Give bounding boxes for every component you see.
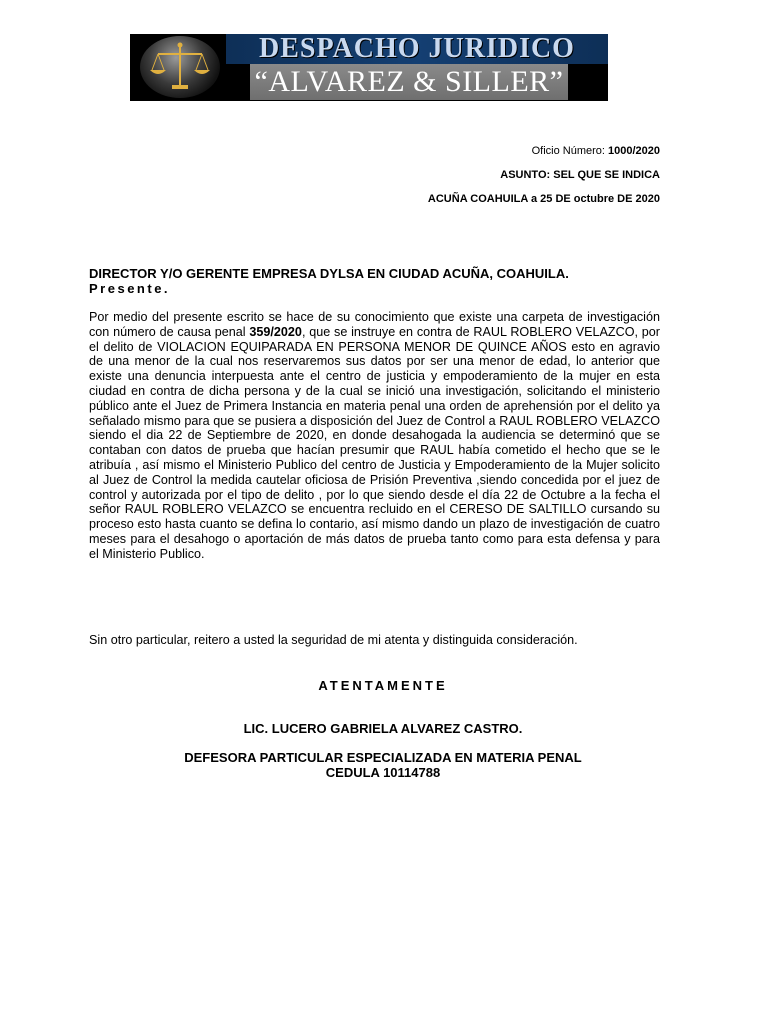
letterhead-firm-name: “ALVAREZ & SILLER”	[250, 64, 568, 100]
case-number: 359/2020	[249, 324, 302, 339]
place-date-line: ACUÑA COAHUILA a 25 DE octubre DE 2020	[427, 193, 660, 205]
closing-paragraph: Sin otro particular, reitero a usted la seguridad de mi atenta y distinguida consideración.	[89, 633, 578, 647]
addressee-line: DIRECTOR Y/O GERENTE EMPRESA DYLSA EN CIUDAD ACUÑA, COAHUILA.	[89, 266, 569, 281]
body-paragraph	[89, 310, 660, 562]
presente-line: Presente.	[89, 281, 171, 296]
oficio-number-line	[532, 145, 660, 157]
body-part-2: , que se instruye en contra de RAUL ROBLERO VELAZCO, por el delito de VIOLACION EQUIPARADA EN PERSONA MENOR DE QUINCE AÑOS esto en agravio de una menor de la cual nos reservaremos sus datos por ser una menor de edad, lo anterior que existe una denuncia interpuesta ante el centro de justicia y empoderamiento de la mujer en esta ciudad en contra de dicha persona y de la cual se inició una investigación, solicitando el ministerio público ante el Juez de Primera Instancia en materia penal una orden de aprehensión por el delito ya señalado mismo para que se pusiera a disposición del Juez de Control a RAUL ROBLERO VELAZCO siendo el dia 22 de Septiembre de 2020, en donde desahogada la audiencia se determinó que se contaban con datos de prueba que hacían presumir que RAUL había cometido el hecho que se le atribuía , así mismo el Ministerio Publico del centro de Justicia y Empoderamiento de la Mujer solicito al Juez de Control la medida cautelar oficiosa de Prisión Preventiva ,siendo concedida por el juez de control y autorizada por el tipo de delito , por lo que siendo desde el día 22 de Octubre a la fecha el señor RAUL ROBLERO VELAZCO se encuentra recluido en el CERESO DE SALTILLO cursando su proceso esto hasta cuanto se defina lo contario, así mismo dando un plazo de investigación de cuatro meses para el desahogo o aportación de más datos de prueba tanto como para esta defensa y para el Ministerio Publico.	[89, 324, 660, 561]
letterhead-title: DESPACHO JURIDICO	[226, 34, 608, 64]
body-part-1: Por medio del presente escrito se hace de su conocimiento que existe una carpeta de investigación con número de causa penal	[89, 310, 660, 339]
oficio-number: 1000/2020	[608, 145, 660, 157]
signer-name: LIC. LUCERO GABRIELA ALVAREZ CASTRO.	[243, 721, 523, 736]
signer-cedula: CEDULA 10114788	[325, 765, 441, 780]
letterhead-banner	[130, 34, 608, 101]
asunto-line: ASUNTO: SEL QUE SE INDICA	[500, 169, 660, 181]
scales-of-justice-icon	[140, 36, 220, 98]
addressee-block	[89, 266, 669, 296]
signer-title: DEFESORA PARTICULAR ESPECIALIZADA EN MATERIA PENAL	[184, 750, 582, 765]
oficio-label: Oficio Número:	[531, 145, 608, 157]
atentamente-heading: ATENTAMENTE	[318, 678, 448, 693]
